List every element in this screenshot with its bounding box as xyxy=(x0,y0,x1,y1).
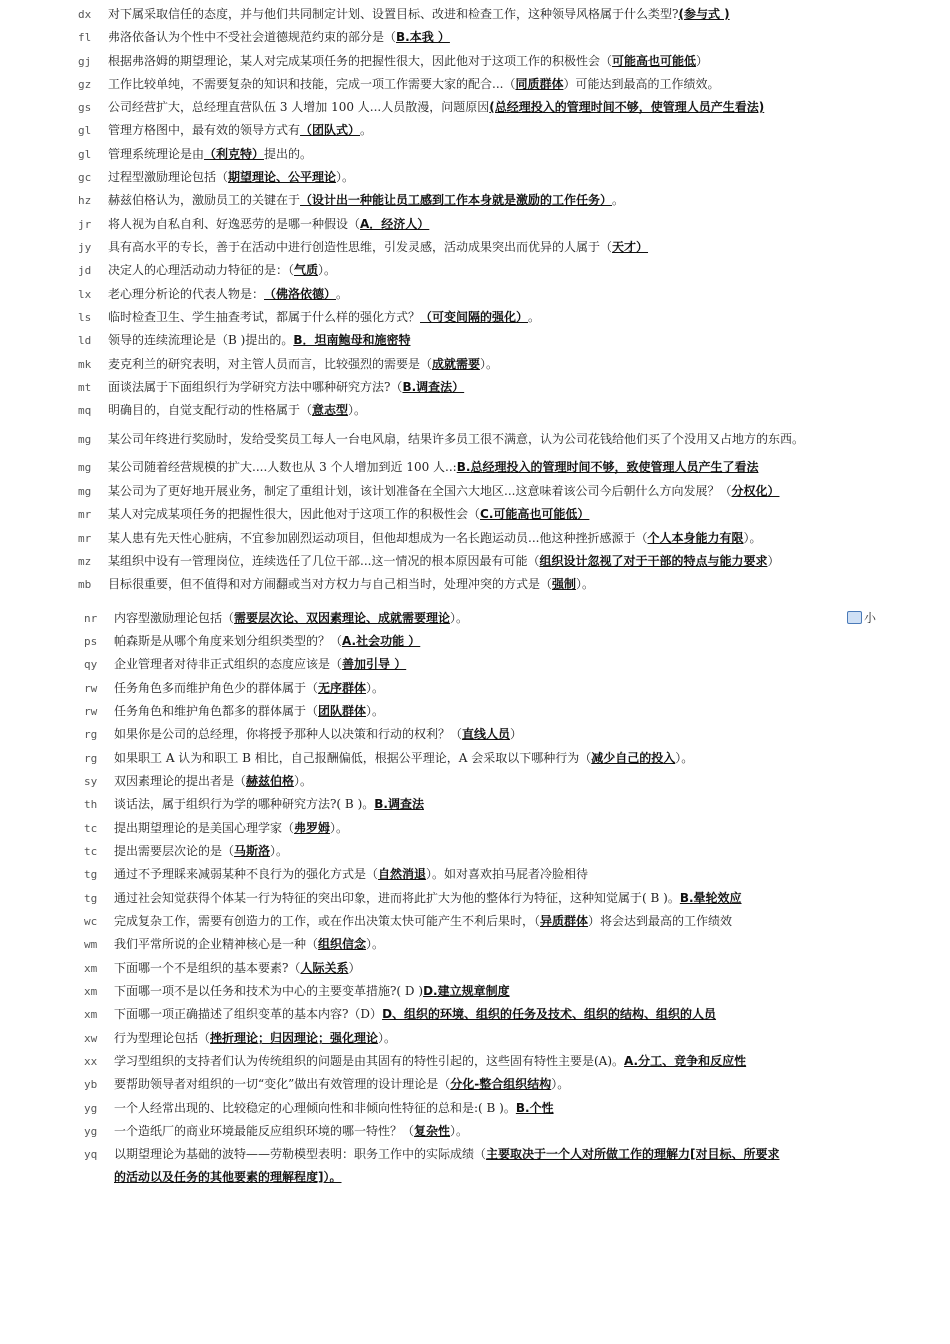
answer-text: 减少自己的投入 xyxy=(591,751,676,765)
question-text: 决定人的心理活动动力特征的是：（ xyxy=(108,263,295,277)
qa-row xyxy=(84,960,360,977)
question-text: 公司经营扩大，总经理直营队伍 3 人增加 100 人...人员散漫，问题原因 xyxy=(108,100,490,114)
answer-text: 意志型 xyxy=(312,403,349,417)
row-code: ps xyxy=(84,635,98,648)
row-code: wm xyxy=(84,938,98,951)
answer-text: 需要层次论、双因素理论、成就需要理论 xyxy=(234,611,451,625)
row-code: gj xyxy=(78,55,92,68)
question-text: 企业管理者对待非正式组织的态度应该是（ xyxy=(114,657,343,671)
qa-row xyxy=(84,1053,746,1070)
trailing-text: ）。 xyxy=(743,531,762,545)
row-code: tg xyxy=(84,892,98,905)
row-code: sy xyxy=(84,775,98,788)
trailing-text: ）。如对喜欢拍马屁者冷脸相待 xyxy=(426,867,589,881)
qa-row xyxy=(84,633,420,650)
qa-row xyxy=(84,796,424,813)
qa-row xyxy=(84,656,406,673)
qa-row xyxy=(78,402,366,419)
qa-row xyxy=(84,1006,716,1023)
trailing-text: ）。 xyxy=(450,1124,469,1138)
row-code: xw xyxy=(84,1032,98,1045)
question-text: 完成复杂工作，需要有创造力的工作，或在作出决策太快可能产生不利后果时，（ xyxy=(114,914,541,928)
qa-row xyxy=(84,773,312,790)
answer-text: 强制 xyxy=(552,577,577,591)
trailing-text: ） xyxy=(696,54,709,68)
row-code: hz xyxy=(78,194,92,207)
question-text: 谈话法，属于组织行为学的哪种研究方法?( B )。 xyxy=(114,797,375,811)
question-text: 下面哪一项不是以任务和技术为中心的主要变革措施?( D ) xyxy=(114,984,424,998)
question-text: 老心理分析论的代表人物是： xyxy=(108,287,265,301)
row-code: tc xyxy=(84,845,98,858)
question-text: 提出需要层次论的是（ xyxy=(114,844,235,858)
question-text: 某人患有先天性心脏病，不宜参加剧烈运动项目，但他却想成为一名长跑运动员...他这种挫折感源于（ xyxy=(108,531,648,545)
question-text: 我们平常所说的企业精神核心是一种（ xyxy=(114,937,319,951)
corner-tag-label: 小 xyxy=(864,611,877,625)
row-code: wc xyxy=(84,915,98,928)
row-code: qy xyxy=(84,658,98,671)
answer-text: D、组织的环境、组织的任务及技术、组织的结构、组织的人员 xyxy=(382,1007,717,1021)
qa-row xyxy=(78,530,761,547)
question-text: 明确目的，自觉支配行动的性格属于（ xyxy=(108,403,313,417)
answer-continuation: 的活动以及任务的其他要素的理解程度]）。 xyxy=(114,1170,342,1184)
qa-row-continuation xyxy=(114,1169,342,1185)
row-code: mt xyxy=(78,381,92,394)
trailing-text: ）。 xyxy=(318,263,337,277)
row-code: rg xyxy=(84,752,98,765)
row-code: xm xyxy=(84,985,98,998)
qa-row xyxy=(84,913,732,930)
qa-row xyxy=(84,820,348,837)
trailing-text: ）。 xyxy=(366,937,385,951)
question-text: 帕森斯是从哪个角度来划分组织类型的？（ xyxy=(114,634,343,648)
qa-row xyxy=(84,983,510,1000)
question-text: 管理方格图中，最有效的领导方式有 xyxy=(108,123,301,137)
question-text: 对下属采取信任的态度，并与他们共同制定计划、设置目标、改进和检查工作，这种领导风格属于什么类型? xyxy=(108,7,679,21)
question-text: 工作比较单纯，不需要复杂的知识和技能，完成一项工作需要大家的配合...（ xyxy=(108,77,516,91)
row-code: th xyxy=(84,798,98,811)
qa-row xyxy=(78,459,758,476)
qa-row xyxy=(78,122,372,139)
row-code: nr xyxy=(84,612,98,625)
trailing-text: ）。 xyxy=(576,577,595,591)
question-text: 任务角色和维护角色都多的群体属于（ xyxy=(114,704,319,718)
question-text: 下面哪一个不是组织的基本要素?（ xyxy=(114,961,301,975)
question-text: 目标很重要，但不值得和对方闹翻或当对方权力与自己相当时，处理冲突的方式是（ xyxy=(108,577,553,591)
question-text: 行为型理论包括（ xyxy=(114,1031,211,1045)
row-code: xm xyxy=(84,962,98,975)
question-text: 具有高水平的专长，善于在活动中进行创造性思维，引发灵感，活动成果突出而优异的人属于（ xyxy=(108,240,613,254)
row-code: mz xyxy=(78,555,92,568)
row-code: mg xyxy=(78,433,92,446)
trailing-text: ） xyxy=(348,961,361,975)
qa-row xyxy=(78,356,498,373)
trailing-text: ）。 xyxy=(270,844,289,858)
qa-row xyxy=(84,610,468,627)
qa-row xyxy=(84,1123,468,1140)
trailing-text: ）。 xyxy=(551,1077,570,1091)
question-text: 一个造纸厂的商业环境最能反应组织环境的哪一特性？（ xyxy=(114,1124,415,1138)
answer-text: 异质群体 xyxy=(540,914,589,928)
answer-text: 弗罗姆 xyxy=(294,821,331,835)
qa-row xyxy=(84,750,693,767)
row-code: yg xyxy=(84,1125,98,1138)
question-text: 赫兹伯格认为，激励员工的关键在于 xyxy=(108,193,301,207)
answer-text: D.建立规章制度 xyxy=(423,984,510,998)
answer-text: B.总经理投入的管理时间不够，致使管理人员产生了看法 xyxy=(456,460,759,474)
qa-row xyxy=(78,553,779,570)
row-code: xm xyxy=(84,1008,98,1021)
question-text: 过程型激励理论包括（ xyxy=(108,170,229,184)
qa-row xyxy=(78,262,336,279)
question-text: 某公司随着经营规模的扩大....人数也从 3 个人增加到近 100 人..: xyxy=(108,460,457,474)
answer-text: 团队群体 xyxy=(318,704,367,718)
qa-row xyxy=(78,431,804,448)
qa-row xyxy=(78,506,589,523)
trailing-text: 。 xyxy=(360,123,373,137)
notepad-icon xyxy=(847,611,862,624)
qa-row xyxy=(78,332,410,349)
answer-text: 气质 xyxy=(294,263,319,277)
answer-text: 挫折理论；归因理论；强化理论 xyxy=(210,1031,379,1045)
trailing-text: ）可能达到最高的工作绩效。 xyxy=(563,77,720,91)
qa-row xyxy=(78,483,779,500)
answer-text: B．坦南鲍母和施密特 xyxy=(293,333,411,347)
answer-text: 主要取决于一个人对所做工作的理解力[对目标、所要求 xyxy=(486,1147,780,1161)
qa-row xyxy=(78,379,464,396)
row-code: gc xyxy=(78,171,92,184)
qa-row xyxy=(84,726,522,743)
row-code: yg xyxy=(84,1102,98,1115)
row-code: yq xyxy=(84,1148,98,1161)
row-code: mg xyxy=(78,461,92,474)
row-code: rw xyxy=(84,705,98,718)
answer-text: (总经理投入的管理时间不够，使管理人员产生看法) xyxy=(489,100,765,114)
row-code: jr xyxy=(78,218,92,231)
row-code: mg xyxy=(78,485,92,498)
answer-text: 可能高也可能低 xyxy=(612,54,697,68)
row-code: tc xyxy=(84,822,98,835)
question-text: 弗洛依备认为个性中不受社会道德规范约束的部分是（ xyxy=(108,30,397,44)
question-text: 提出期望理论的是美国心理学家（ xyxy=(114,821,295,835)
qa-row xyxy=(78,146,312,163)
row-code: mr xyxy=(78,532,92,545)
question-text: 麦克利兰的研究表明，对主管人员而言，比较强烈的需要是（ xyxy=(108,357,433,371)
qa-row xyxy=(78,99,764,116)
row-code: gs xyxy=(78,101,92,114)
qa-row xyxy=(84,890,742,907)
question-text: 临时检查卫生、学生抽查考试，都属于什么样的强化方式？ xyxy=(108,310,421,324)
qa-row xyxy=(78,239,648,256)
row-code: yb xyxy=(84,1078,98,1091)
qa-row xyxy=(84,1146,780,1163)
qa-row xyxy=(84,680,384,697)
trailing-text: 。 xyxy=(336,287,349,301)
answer-text: 期望理论、公平理论 xyxy=(228,170,337,184)
answer-text: C.可能高也可能低） xyxy=(480,507,590,521)
answer-text: 同质群体 xyxy=(515,77,564,91)
question-text: 一个人经常出现的、比较稳定的心理倾向性和非倾向性特征的总和是:( B )。 xyxy=(114,1101,516,1115)
answer-text: 分化-整合组织结构 xyxy=(450,1077,552,1091)
row-code: gz xyxy=(78,78,92,91)
answer-text: 个人本身能力有限 xyxy=(647,531,744,545)
trailing-text: 。 xyxy=(528,310,541,324)
row-code: mk xyxy=(78,358,92,371)
row-code: xx xyxy=(84,1055,98,1068)
answer-text: B.调查法 xyxy=(374,797,424,811)
question-text: 内容型激励理论包括（ xyxy=(114,611,235,625)
qa-row xyxy=(78,576,594,593)
question-text: 将人视为自私自利、好逸恶劳的是哪一种假设（ xyxy=(108,217,361,231)
trailing-text: ） xyxy=(510,727,523,741)
row-code: lx xyxy=(78,288,92,301)
corner-tag[interactable] xyxy=(847,609,876,626)
row-code: rw xyxy=(84,682,98,695)
question-text: 双因素理论的提出者是（ xyxy=(114,774,247,788)
answer-text: 人际关系 xyxy=(300,961,349,975)
question-text: 某组织中设有一管理岗位，连续选任了几位干部...这一情况的根本原因最有可能（ xyxy=(108,554,540,568)
trailing-text: ）。 xyxy=(348,403,367,417)
answer-text: 组织信念 xyxy=(318,937,367,951)
question-text: 如果职工 A 认为和职工 B 相比，自己报酬偏低，根据公平理论，A 会采取以下哪种行为（ xyxy=(114,751,592,765)
question-text: 任务角色多而维护角色少的群体属于（ xyxy=(114,681,319,695)
qa-row xyxy=(78,286,348,303)
answer-text: 马斯洛 xyxy=(234,844,271,858)
row-code: gl xyxy=(78,124,92,137)
question-text: 如果你是公司的总经理，你将授予那种人以决策和行动的权利？（ xyxy=(114,727,463,741)
qa-row xyxy=(78,76,719,93)
question-text: 面谈法属于下面组织行为学研究方法中哪种研究方法?（ xyxy=(108,380,403,394)
trailing-text: ） xyxy=(767,554,780,568)
qa-row xyxy=(78,216,429,233)
trailing-text: ）。 xyxy=(675,751,694,765)
question-text: 领导的连续流理论是（B )提出的。 xyxy=(108,333,294,347)
trailing-text: ）将会达到最高的工作绩效 xyxy=(588,914,733,928)
trailing-text: ）。 xyxy=(336,170,355,184)
trailing-text: ）。 xyxy=(480,357,499,371)
question-text: 学习型组织的支持者们认为传统组织的问题是由其固有的特性引起的，这些固有特性主要是(A)。 xyxy=(114,1054,625,1068)
question-text: 某公司年终进行奖励时，发给受奖员工每人一台电风扇，结果许多员工很不满意，认为公司花钱给他们买了个没用又占地方的东西。 xyxy=(108,432,805,446)
answer-text: （佛洛依德） xyxy=(264,287,337,301)
answer-text: （设计出一种能让员工感到工作本身就是激励的工作任务） xyxy=(300,193,613,207)
answer-text: B.个性 xyxy=(515,1101,554,1115)
row-code: ld xyxy=(78,334,92,347)
question-text: 下面哪一项正确描述了组织变革的基本内容?（D） xyxy=(114,1007,383,1021)
row-code: mb xyxy=(78,578,92,591)
qa-row xyxy=(84,843,288,860)
answer-text: B.晕轮效应 xyxy=(679,891,742,905)
question-text: 某人对完成某项任务的把握性很大，因此他对于这项工作的积极性会（ xyxy=(108,507,481,521)
answer-text: (参与式 ) xyxy=(678,7,730,21)
qa-row xyxy=(84,1030,396,1047)
trailing-text: ）。 xyxy=(330,821,349,835)
question-text: 管理系统理论是由 xyxy=(108,147,205,161)
question-text: 通过社会知觉获得个体某一行为特征的突出印象，进而将此扩大为他的整体行为特征，这种知觉属于( B )。 xyxy=(114,891,680,905)
answer-text: 自然消退 xyxy=(378,867,427,881)
question-text: 要帮助领导者对组织的一切“变化”做出有效管理的设计理论是（ xyxy=(114,1077,451,1091)
qa-row xyxy=(78,29,450,46)
answer-text: A．经济人） xyxy=(360,217,430,231)
trailing-text: ）。 xyxy=(366,704,385,718)
row-code: jy xyxy=(78,241,92,254)
qa-row xyxy=(78,309,540,326)
answer-text: （利克特） xyxy=(204,147,265,161)
qa-row xyxy=(78,6,730,23)
question-text: 通过不予理睬来减弱某种不良行为的强化方式是（ xyxy=(114,867,379,881)
trailing-text: ）。 xyxy=(366,681,385,695)
qa-row xyxy=(84,936,384,953)
qa-row xyxy=(78,192,624,209)
row-code: dx xyxy=(78,8,92,21)
trailing-text: 。 xyxy=(612,193,625,207)
answer-text: 成就需要 xyxy=(432,357,481,371)
row-code: gl xyxy=(78,148,92,161)
qa-row xyxy=(84,1100,554,1117)
answer-text: 赫兹伯格 xyxy=(246,774,295,788)
answer-text: 分权化） xyxy=(731,484,780,498)
qa-row xyxy=(78,53,708,70)
qa-row xyxy=(78,169,354,186)
question-text: 某公司为了更好地开展业务，制定了重组计划，该计划准备在全国六大地区...这意味着该公司今后朝什么方向发展？（ xyxy=(108,484,732,498)
row-code: tg xyxy=(84,868,98,881)
qa-row xyxy=(84,1076,569,1093)
answer-text: A.社会功能 ） xyxy=(342,634,421,648)
row-code: jd xyxy=(78,264,92,277)
trailing-text: ）。 xyxy=(378,1031,397,1045)
answer-text: 善加引导 ） xyxy=(342,657,407,671)
question-text: 根据弗洛姆的期望理论，某人对完成某项任务的把握性很大，因此他对于这项工作的积极性会（ xyxy=(108,54,613,68)
answer-text: 直线人员 xyxy=(462,727,511,741)
answer-text: （团队式） xyxy=(300,123,361,137)
answer-text: A.分工、竞争和反应性 xyxy=(624,1054,747,1068)
trailing-text: 提出的。 xyxy=(264,147,313,161)
answer-text: 天才） xyxy=(612,240,649,254)
row-code: rg xyxy=(84,728,98,741)
row-code: mr xyxy=(78,508,92,521)
qa-row xyxy=(84,866,588,883)
answer-text: B.调查法） xyxy=(402,380,465,394)
answer-text: 组织设计忽视了对于干部的特点与能力要求 xyxy=(539,554,768,568)
row-code: mq xyxy=(78,404,92,417)
row-code: ls xyxy=(78,311,92,324)
answer-text: B.本我 ） xyxy=(396,30,450,44)
row-code: fl xyxy=(78,31,92,44)
answer-text: 复杂性 xyxy=(414,1124,451,1138)
trailing-text: ）。 xyxy=(450,611,469,625)
answer-text: 无序群体 xyxy=(318,681,367,695)
answer-text: （可变间隔的强化） xyxy=(420,310,529,324)
qa-row xyxy=(84,703,384,720)
trailing-text: ）。 xyxy=(294,774,313,788)
question-text: 以期望理论为基础的波特——劳勒模型表明：职务工作中的实际成绩（ xyxy=(114,1147,487,1161)
